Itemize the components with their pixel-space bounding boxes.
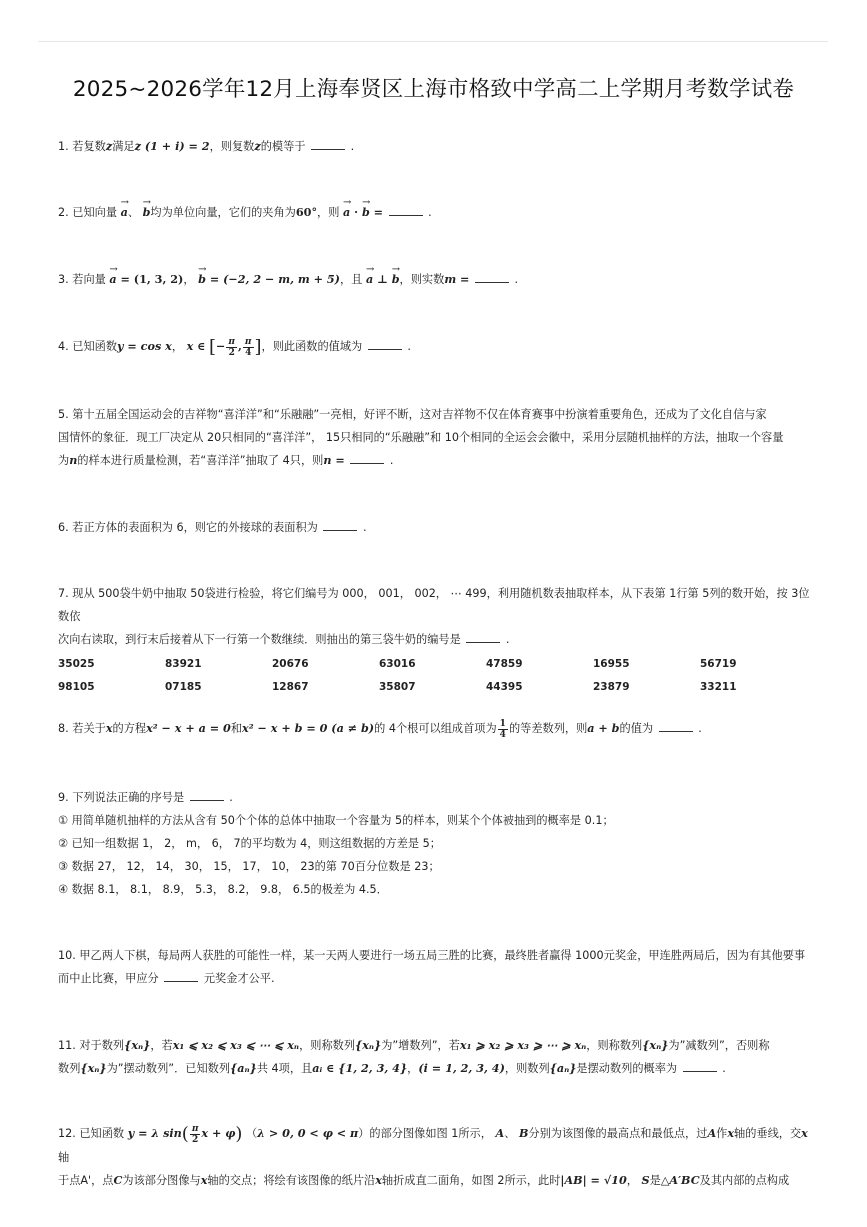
question-3 [58, 268, 818, 291]
q12-text: 已知函数 [79, 1127, 125, 1140]
answer-blank[interactable] [683, 1061, 717, 1072]
q12-x: x [801, 1126, 808, 1140]
question-7 [58, 582, 818, 699]
q1-text-b: 满足 [112, 140, 135, 153]
q4-left-bracket: [ [209, 336, 217, 358]
q5-var-n: n [69, 453, 78, 467]
q8-text-a: 若关于 [72, 722, 106, 735]
q12-text: 作 [716, 1127, 728, 1140]
question-5 [58, 403, 818, 472]
q4-frac1-num: π [228, 336, 236, 347]
q4-domain-var: x ∈ [186, 339, 206, 353]
q4-minus: − [216, 339, 226, 353]
question-number: 7. [58, 587, 69, 600]
q11-text: ，则数列 [504, 1062, 550, 1075]
q2-vector-a2: → a [343, 201, 350, 224]
q7-line-1: 现从 500袋牛奶中抽取 50袋进行检验，将它们编号为 000， 001， 002， ⋯ 499，利用随机数表抽取样本，从下表第 1行第 5列的数开始，按 3位数依 [58, 587, 810, 623]
q3-var-m: m = [444, 272, 470, 286]
q3-vector-b: → b [198, 268, 206, 291]
q9-end: . [229, 791, 233, 804]
q12-set-s: S [641, 1172, 650, 1187]
q11-text: 对于数列 [79, 1039, 125, 1052]
q11-text: 共 4项，且 [256, 1062, 313, 1075]
q12-text: 是 [649, 1173, 661, 1187]
q1-equation: z (1 + i) = 2 [134, 139, 210, 153]
answer-blank[interactable] [164, 971, 198, 982]
question-number: 1. [58, 140, 69, 153]
q11-seq: {xₙ} [80, 1061, 107, 1075]
q8-var-x: x [105, 721, 113, 735]
q12-frac-den: 2 [191, 1134, 199, 1145]
table-cell: 23879 [593, 681, 630, 693]
q11-seq: {xₙ} [124, 1038, 151, 1052]
answer-blank[interactable] [350, 453, 384, 464]
q1-end: . [350, 140, 355, 153]
q3-end: . [514, 273, 519, 286]
answer-blank[interactable] [659, 721, 693, 732]
q8-text-d: 的 4个根可以组成首项为 [374, 722, 497, 735]
q11-text: ，若 [150, 1039, 173, 1052]
q8-text-c: 和 [230, 722, 243, 735]
q12-abs-ab: |AB| = √10 [560, 1172, 627, 1187]
q2-text-a: 已知向量 [72, 206, 118, 219]
q11-set-cond: aᵢ ∈ {1, 2, 3, 4} [312, 1061, 408, 1075]
q12-text: 轴折成直二面角，如图 2所示，此时 [381, 1173, 561, 1187]
table-cell: 12867 [272, 681, 309, 693]
q1-var-z2: z [254, 139, 261, 153]
question-9 [58, 786, 818, 901]
q11-text: ，则称数列 [586, 1039, 643, 1052]
q12-text: 轴的交点；将绘有该图像的纸片沿 [207, 1173, 376, 1187]
table-row [58, 653, 807, 676]
q3-vector-a-value: = (1, 3, 2) [116, 272, 184, 286]
q8-frac-num: 1 [499, 718, 506, 729]
q4-text-c: ，则此函数的值域为 [261, 340, 363, 353]
q12-point-c: C [113, 1172, 123, 1187]
q12-text: 及其内部的点构成 [699, 1173, 790, 1187]
q2-angle: 60° [295, 205, 318, 219]
question-8 [58, 717, 818, 740]
q7-line-2: 次向右读取，到行末后接着从下一行第一个数继续．则抽出的第三袋牛奶的编号是 [58, 633, 461, 646]
q5-line-3a: 为 [58, 454, 70, 467]
q12-frac [190, 1124, 201, 1145]
q11-decreasing-cond: x₁ ⩾ x₂ ⩾ x₃ ⩾ ⋯ ⩾ xₙ [459, 1038, 587, 1052]
q5-n-eq: n = [323, 453, 345, 467]
q1-text-a: 若复数 [72, 140, 106, 153]
table-cell: 44395 [486, 681, 523, 693]
table-cell: 20676 [272, 658, 309, 670]
q2-sep: 、 [127, 206, 140, 219]
question-11 [58, 1034, 818, 1080]
question-number: 11. [58, 1039, 76, 1052]
q8-equation-2: x² − x + b = 0 (a ≠ b) [242, 721, 375, 735]
q10-line-2b: 元奖金才公平. [203, 972, 275, 985]
q12-x: x [200, 1172, 208, 1187]
q8-a-plus-b: a + b [587, 721, 620, 735]
q9-head: 下列说法正确的序号是 [72, 791, 185, 804]
q12-frac-num: π [191, 1123, 199, 1134]
q11-text: ， [407, 1062, 419, 1075]
table-cell: 16955 [593, 658, 630, 670]
q11-seq: {aₙ} [549, 1061, 577, 1075]
q8-frac [498, 719, 508, 740]
q12-function-tail: x + φ [201, 1126, 236, 1140]
question-10 [58, 944, 818, 990]
q11-end: . [722, 1062, 726, 1075]
random-number-table [58, 653, 807, 699]
q12-text: 轴 [58, 1150, 70, 1164]
q12-x: x [727, 1126, 734, 1140]
q12-left-paren: ( [181, 1123, 189, 1145]
q8-frac-den: 4 [499, 729, 506, 740]
answer-blank[interactable] [466, 632, 500, 643]
q12-text: 为该部分图像与 [122, 1173, 201, 1187]
q5-line-2: 国情怀的象征．现工厂决定从 20只相同的“喜洋洋”， 15只相同的“乐融融”和 10个相同的全运会会徽中，采用分层随机抽样的方法，抽取一个容量 [58, 431, 784, 444]
q1-text-d: 的模等于 [260, 140, 306, 153]
q4-end: . [407, 340, 411, 353]
table-cell: 63016 [379, 658, 416, 670]
q11-seq: {xₙ} [642, 1038, 669, 1052]
q2-eq: = [369, 205, 384, 219]
q8-end: . [698, 722, 702, 735]
q5-line-1: 第十五届全国运动会的吉祥物“喜洋洋”和“乐融融”一亮相，好评不断，这对吉祥物不仅在体育赛事中扮演着重要角色，还成为了文化自信与家 [72, 408, 767, 421]
q4-comma: , [238, 339, 242, 353]
q2-vector-a: → a [121, 201, 128, 224]
answer-blank[interactable] [323, 520, 357, 531]
answer-blank[interactable] [311, 139, 345, 150]
q4-text-a: 已知函数 [72, 340, 118, 353]
page-title: 2025~2026学年12月上海奉贤区上海市格致中学高二上学期月考数学试卷 [72, 77, 795, 102]
q5-line-3b: 的样本进行质量检测，若“喜洋洋”抽取了 4只，则 [77, 454, 324, 467]
answer-blank[interactable] [475, 272, 509, 283]
q11-index-cond: (i = 1, 2, 3, 4) [418, 1061, 505, 1075]
table-cell: 56719 [700, 658, 737, 670]
question-number: 9. [58, 791, 69, 804]
table-cell: 47859 [486, 658, 523, 670]
q10-line-2a: 而中止比赛，甲应分 [58, 972, 159, 985]
q12-triangle: △A′BC [660, 1172, 700, 1187]
q11-seq: {xₙ} [355, 1038, 382, 1052]
answer-blank[interactable] [389, 205, 423, 216]
question-number: 2. [58, 206, 69, 219]
q11-text: 为”减数列”，否则称 [668, 1039, 770, 1052]
q6-end: . [363, 521, 367, 534]
q7-end: . [505, 633, 510, 646]
q11-text: 为”增数列”，若 [381, 1039, 460, 1052]
table-row [58, 676, 807, 699]
q4-frac2-num: π [244, 336, 252, 347]
q12-function: y = λ sin [127, 1126, 182, 1140]
question-number: 12. [58, 1127, 76, 1140]
q12-condition: λ > 0, 0 < φ < π [257, 1126, 359, 1140]
q11-text: 数列 [58, 1062, 81, 1075]
question-number: 8. [58, 722, 69, 735]
q12-sep: 、 [504, 1127, 516, 1140]
q3-vector-a2: → a [366, 268, 373, 291]
q3-text-b: ， [183, 273, 195, 286]
q5-end: . [389, 454, 394, 467]
q10-line-1: 甲乙两人下棋，每局两人获胜的可能性一样，某一天两人要进行一场五局三胜的比赛，最终胜者赢得 1000元奖金，甲连胜两局后，因为有其他要事 [79, 949, 806, 962]
q4-function: y = cos x [117, 339, 172, 353]
q12-text: （ [245, 1127, 258, 1140]
q3-vector-a: → a [109, 268, 116, 291]
q12-point-b: B [518, 1126, 529, 1140]
question-4 [58, 335, 818, 359]
q12-x: x [375, 1172, 382, 1187]
q4-frac-1 [226, 337, 237, 358]
q3-text-d: ，则实数 [399, 273, 445, 286]
q8-equation-1: x² − x + a = 0 [146, 721, 231, 735]
q12-text: 于点A'，点 [58, 1173, 114, 1187]
table-cell: 98105 [58, 681, 95, 693]
q2-text-b: 均为单位向量，它们的夹角为 [150, 206, 296, 219]
q4-frac1-den: 2 [228, 347, 235, 358]
q3-perp: ⊥ [373, 272, 392, 286]
q9-item: ④ 数据 8.1， 8.1， 8.9， 5.3， 8.2， 9.8， 6.5的极差为 4.5． [58, 883, 388, 896]
question-12 [58, 1122, 818, 1192]
table-cell: 35025 [58, 658, 95, 670]
q4-text-b: ， [171, 340, 184, 353]
q3-text-a: 若向量 [72, 273, 106, 286]
question-number: 4. [58, 340, 69, 353]
q2-end: . [428, 206, 432, 219]
q12-text: ， [626, 1173, 638, 1187]
table-cell: 33211 [700, 681, 737, 693]
q3-text-c: ，且 [339, 273, 363, 286]
q4-frac-2 [243, 337, 254, 358]
q2-vector-b: → b [143, 201, 151, 224]
q12-text: ）的部分图像如图 1所示， [358, 1127, 492, 1140]
q1-text-c: ，则复数 [209, 140, 255, 153]
top-divider [38, 41, 828, 42]
answer-blank[interactable] [368, 339, 402, 350]
q11-seq: {aₙ} [230, 1061, 257, 1075]
q12-point-a2: A [707, 1126, 717, 1140]
table-cell: 07185 [165, 681, 202, 693]
q9-item: ③ 数据 27， 12， 14， 30， 15， 17， 10， 23的第 70百分位数是 23； [58, 860, 440, 873]
q8-text-f: 的值为 [619, 722, 654, 735]
q11-text: ，则称数列 [299, 1039, 356, 1052]
q6-text: 若正方体的表面积为 6，则它的外接球的表面积为 [72, 521, 318, 534]
answer-blank[interactable] [190, 790, 224, 801]
question-number: 5. [58, 408, 69, 421]
q11-text: 为”摆动数列”．已知数列 [106, 1062, 231, 1075]
q11-text: 是摆动数列的概率为 [576, 1062, 678, 1075]
question-2 [58, 201, 818, 224]
q9-item: ① 用简单随机抽样的方法从含有 50个个体的总体中抽取一个容量为 5的样本，则某个个体被抽到的概率是 0.1； [58, 814, 614, 827]
q12-text: 轴的垂线，交 [734, 1127, 802, 1140]
q3-vector-b2: → b [392, 268, 400, 291]
question-1 [58, 135, 818, 158]
q2-text-c: ，则 [317, 206, 340, 219]
question-number: 6. [58, 521, 69, 534]
q9-item: ② 已知一组数据 1， 2， m， 6， 7的平均数为 4，则这组数据的方差是 5； [58, 837, 441, 850]
q4-frac2-den: 4 [245, 347, 252, 358]
table-cell: 83921 [165, 658, 202, 670]
question-number: 3. [58, 273, 69, 286]
table-cell: 35807 [379, 681, 416, 693]
q8-text-b: 的方程 [112, 722, 147, 735]
q4-right-bracket: ] [254, 336, 262, 358]
q12-right-paren: ) [235, 1123, 243, 1145]
question-6 [58, 516, 818, 539]
q11-increasing-cond: x₁ ⩽ x₂ ⩽ x₃ ⩽ ⋯ ⩽ xₙ [172, 1038, 300, 1052]
q12-text: 分别为该图像的最高点和最低点，过 [528, 1127, 708, 1140]
q1-var-z: z [105, 139, 113, 153]
q3-vector-b-value: = (−2, 2 − m, m + 5) [205, 272, 340, 286]
q12-point-a: A [495, 1126, 505, 1140]
q2-dot: · [350, 205, 362, 219]
question-number: 10. [58, 949, 76, 962]
q8-text-e: 的等差数列，则 [508, 722, 588, 735]
q2-vector-b2: → b [362, 201, 370, 224]
